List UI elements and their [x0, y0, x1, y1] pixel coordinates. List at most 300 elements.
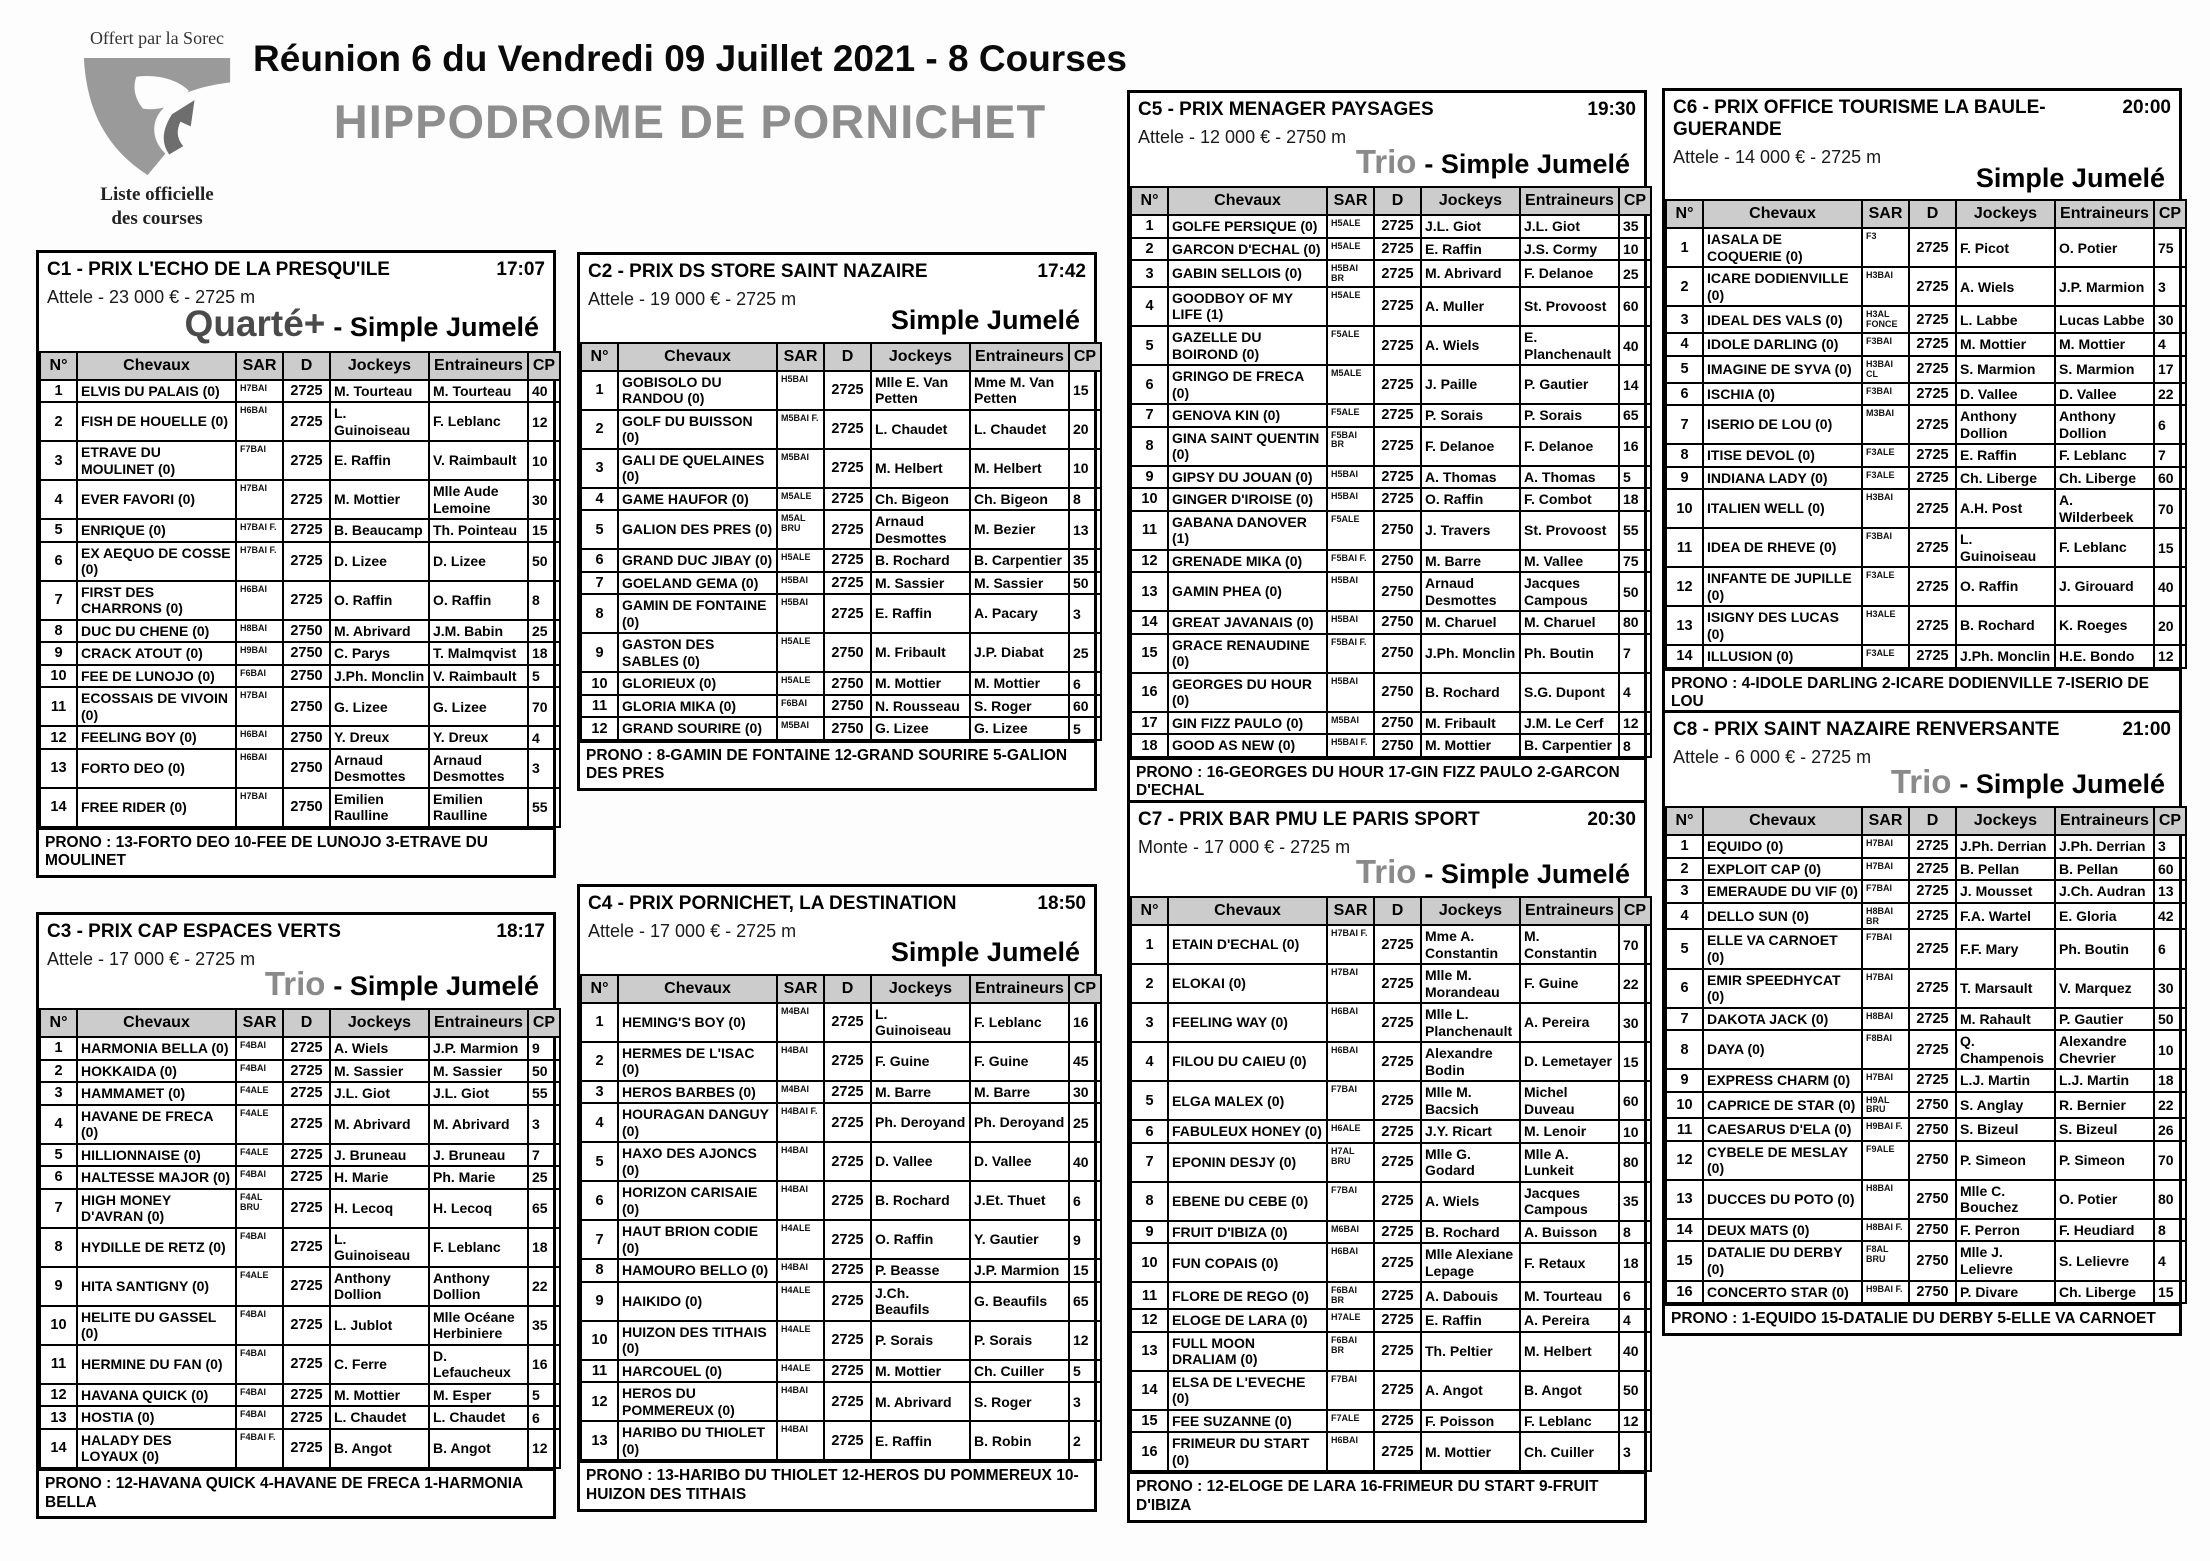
sar-code: H4BAI: [777, 1259, 824, 1282]
horse-number: 12: [1666, 567, 1703, 606]
trainer-name: M. Constantin: [1520, 925, 1619, 964]
distance: 2725: [824, 1421, 871, 1460]
distance: 2725: [283, 1037, 330, 1060]
sar-code: H8BAI: [1862, 1180, 1909, 1219]
trainer-name: L. Chaudet: [429, 1406, 528, 1429]
sar-code: H5BAI: [777, 572, 824, 595]
distance: 2725: [1909, 835, 1956, 858]
sar-code: F6BAI: [777, 695, 824, 718]
horse-number: 3: [1666, 880, 1703, 903]
horse-row: [1666, 880, 2186, 903]
trainer-name: F. Delanoe: [1520, 260, 1619, 287]
horse-name: ICARE DODIENVILLE (0): [1703, 267, 1862, 306]
horse-number: 2: [581, 410, 618, 449]
table-header-row: [1131, 897, 1651, 925]
column-header: Jockeys: [1421, 187, 1520, 215]
horse-row: [1666, 1008, 2186, 1031]
horse-row: [40, 1267, 560, 1306]
jockey-name: J. Paille: [1421, 365, 1520, 404]
horse-number: 11: [1666, 1118, 1703, 1141]
cp-value: 30: [2154, 306, 2186, 333]
sar-code: F5BAI BR: [1327, 427, 1374, 466]
horse-name: DATALIE DU DERBY (0): [1703, 1241, 1862, 1280]
cp-value: 3: [2154, 835, 2186, 858]
horse-number: 14: [1666, 1219, 1703, 1242]
prono-line: PRONO : 8-GAMIN DE FONTAINE 12-GRAND SOURIRE 5-GALION DES PRES: [580, 741, 1094, 788]
cp-value: 50: [528, 1060, 560, 1083]
horse-row: [1131, 466, 1651, 489]
trainer-name: P. Gautier: [1520, 365, 1619, 404]
sar-code: H7BAI: [1862, 835, 1909, 858]
trainer-name: B. Angot: [1520, 1371, 1619, 1410]
jockey-name: C. Ferre: [330, 1345, 429, 1384]
horse-row: [40, 1037, 560, 1060]
horse-number: 4: [1666, 333, 1703, 356]
sar-code: H4ALE: [777, 1360, 824, 1383]
jockey-name: A.H. Post: [1956, 489, 2055, 528]
column-header: D: [1909, 200, 1956, 228]
horse-row: [581, 594, 1101, 633]
column-header: SAR: [777, 975, 824, 1003]
horse-name: FILOU DU CAIEU (0): [1168, 1042, 1327, 1081]
column-header: N°: [40, 352, 77, 380]
horse-number: 3: [581, 449, 618, 488]
horse-name: ECOSSAIS DE VIVOIN (0): [77, 687, 236, 726]
cp-value: 10: [1069, 449, 1101, 488]
table-header-row: [40, 1009, 560, 1037]
table-header-row: [581, 343, 1101, 371]
distance: 2725: [283, 1306, 330, 1345]
distance: 2725: [283, 480, 330, 519]
trainer-name: J.L. Giot: [429, 1082, 528, 1105]
horse-number: 3: [1131, 260, 1168, 287]
jockey-name: E. Raffin: [330, 441, 429, 480]
horse-row: [581, 1259, 1101, 1282]
race-conditions: Attele - 12 000 € - 2750 m: [1138, 126, 1347, 147]
horse-name: FUN COPAIS (0): [1168, 1243, 1327, 1282]
distance: 2725: [824, 1321, 871, 1360]
horse-number: 6: [40, 542, 77, 581]
sar-code: H7AL BRU: [1327, 1143, 1374, 1182]
sar-code: M5BAI: [777, 449, 824, 488]
sar-code: H5BAI: [1327, 611, 1374, 634]
jockey-name: O. Raffin: [330, 581, 429, 620]
trainer-name: M. Sassier: [429, 1060, 528, 1083]
distance: 2725: [1909, 903, 1956, 930]
sar-code: F7ALE: [1327, 1410, 1374, 1433]
race-bet-types: [1138, 854, 1636, 894]
cp-value: 80: [2154, 1180, 2186, 1219]
horse-number: 6: [1131, 1120, 1168, 1143]
column-header: SAR: [236, 1009, 283, 1037]
cp-value: 16: [1069, 1003, 1101, 1042]
cp-value: 3: [1619, 1432, 1651, 1471]
trainer-name: M. Abrivard: [429, 1105, 528, 1144]
trainer-name: P. Gautier: [2055, 1008, 2154, 1031]
logo-caption-bottom-1: Liste officielle: [100, 184, 214, 205]
horse-name: GOLF DU BUISSON (0): [618, 410, 777, 449]
horse-row: [40, 749, 560, 788]
horse-row: [1666, 267, 2186, 306]
race-header: [39, 915, 553, 1008]
race-card-c7: [1127, 800, 1647, 1523]
cp-value: 70: [1619, 925, 1651, 964]
horse-number: 10: [1666, 489, 1703, 528]
sar-code: H9BAI F.: [1862, 1118, 1909, 1141]
horse-row: [1131, 1120, 1651, 1143]
horse-number: 8: [1666, 444, 1703, 467]
horse-row: [1666, 567, 2186, 606]
sar-code: F8BAI: [1862, 1030, 1909, 1069]
horse-number: 2: [1666, 858, 1703, 881]
horse-number: 4: [40, 480, 77, 519]
horse-number: 3: [1131, 1003, 1168, 1042]
cp-value: 4: [1619, 673, 1651, 712]
horse-row: [581, 1220, 1101, 1259]
sar-code: H5BAI BR: [1327, 260, 1374, 287]
trainer-name: S. Roger: [970, 1382, 1069, 1421]
horse-row: [1131, 1182, 1651, 1221]
cp-value: 12: [528, 402, 560, 441]
page-subtitle: HIPPODROME DE PORNICHET: [333, 95, 1047, 148]
horse-row: [581, 1360, 1101, 1383]
jockey-name: E. Raffin: [1421, 238, 1520, 261]
distance: 2725: [824, 1220, 871, 1259]
horse-name: GENOVA KIN (0): [1168, 404, 1327, 427]
horse-row: [1131, 1371, 1651, 1410]
horse-row: [40, 726, 560, 749]
cp-value: 60: [1619, 1081, 1651, 1120]
cp-value: 7: [528, 1144, 560, 1167]
horse-name: GREAT JAVANAIS (0): [1168, 611, 1327, 634]
horse-row: [1666, 444, 2186, 467]
horse-name: FRUIT D'IBIZA (0): [1168, 1221, 1327, 1244]
cp-value: 75: [1619, 550, 1651, 573]
trainer-name: J.P. Diabat: [970, 633, 1069, 672]
distance: 2725: [283, 402, 330, 441]
race-header: [580, 887, 1094, 974]
bet-type-secondary: - Simple Jumelé: [1959, 768, 2165, 799]
cp-value: 12: [1619, 1410, 1651, 1433]
horse-row: [1666, 1092, 2186, 1119]
distance: 2725: [1374, 1143, 1421, 1182]
column-header: N°: [581, 343, 618, 371]
jockey-name: P. Divare: [1956, 1281, 2055, 1304]
horse-row: [40, 1144, 560, 1167]
cp-value: 18: [1619, 488, 1651, 511]
distance: 2725: [1374, 1410, 1421, 1433]
cp-value: 55: [528, 1082, 560, 1105]
jockey-name: M. Helbert: [871, 449, 970, 488]
jockey-name: M. Fribault: [871, 633, 970, 672]
sar-code: H8BAI BR: [1862, 903, 1909, 930]
race-title: C8 - PRIX SAINT NAZAIRE RENVERSANTE: [1673, 719, 2060, 740]
distance: 2725: [1909, 267, 1956, 306]
cp-value: 35: [528, 1306, 560, 1345]
horse-number: 14: [1131, 611, 1168, 634]
horse-number: 13: [581, 1421, 618, 1460]
cp-value: 4: [528, 726, 560, 749]
horse-number: 13: [40, 1406, 77, 1429]
jockey-name: E. Raffin: [1421, 1309, 1520, 1332]
horse-row: [1131, 572, 1651, 611]
distance: 2725: [1909, 489, 1956, 528]
trainer-name: H. Lecoq: [429, 1189, 528, 1228]
horses-table: [1665, 199, 2187, 668]
horse-number: 3: [1666, 306, 1703, 333]
horse-number: 12: [581, 1382, 618, 1421]
horse-name: ITISE DEVOL (0): [1703, 444, 1862, 467]
distance: 2750: [1909, 1092, 1956, 1119]
sar-code: F6BAI BR: [1327, 1332, 1374, 1371]
horse-name: GABANA DANOVER (1): [1168, 511, 1327, 550]
bet-type-primary: Trio: [1890, 762, 1952, 800]
horse-name: ISERIO DE LOU (0): [1703, 405, 1862, 444]
column-header: Jockeys: [1956, 200, 2055, 228]
cp-value: 3: [1069, 1382, 1101, 1421]
horse-row: [40, 1082, 560, 1105]
sar-code: H5BAI: [1327, 673, 1374, 712]
column-header: Chevaux: [618, 975, 777, 1003]
sar-code: F5ALE: [1327, 326, 1374, 365]
cp-value: 70: [528, 687, 560, 726]
jockey-name: Ch. Bigeon: [871, 488, 970, 511]
cp-value: 42: [2154, 903, 2186, 930]
horse-row: [1131, 1243, 1651, 1282]
cp-value: 8: [528, 581, 560, 620]
sar-code: H7BAI: [1327, 964, 1374, 1003]
horse-name: GEORGES DU HOUR (0): [1168, 673, 1327, 712]
horse-row: [581, 449, 1101, 488]
cp-value: 35: [1069, 549, 1101, 572]
horse-name: ELSA DE L'EVECHE (0): [1168, 1371, 1327, 1410]
trainer-name: S.G. Dupont: [1520, 673, 1619, 712]
horse-name: INDIANA LADY (0): [1703, 467, 1862, 490]
horse-row: [1131, 611, 1651, 634]
cp-value: 60: [1619, 287, 1651, 326]
jockey-name: A. Thomas: [1421, 466, 1520, 489]
sar-code: F6BAI BR: [1327, 1282, 1374, 1309]
horse-name: DUCCES DU POTO (0): [1703, 1180, 1862, 1219]
sar-code: H6ALE: [1327, 1120, 1374, 1143]
trainer-name: M. Tourteau: [1520, 1282, 1619, 1309]
horse-row: [40, 480, 560, 519]
column-header: SAR: [236, 352, 283, 380]
race-start-time: 19:30: [1587, 99, 1636, 120]
sar-code: H8BAI F.: [1862, 1219, 1909, 1242]
column-header: Chevaux: [77, 1009, 236, 1037]
distance: 2725: [283, 1105, 330, 1144]
jockey-name: O. Raffin: [1956, 567, 2055, 606]
horse-row: [40, 519, 560, 542]
horse-name: INFANTE DE JUPILLE (0): [1703, 567, 1862, 606]
sar-code: H7ALE: [1327, 1309, 1374, 1332]
horse-number: 12: [40, 1384, 77, 1407]
race-card-c4: [577, 884, 1097, 1512]
distance: 2750: [1374, 550, 1421, 573]
column-header: N°: [40, 1009, 77, 1037]
race-card-c8: [1662, 710, 2182, 1336]
jockey-name: L. Guinoiseau: [330, 402, 429, 441]
cp-value: 35: [1619, 1182, 1651, 1221]
sar-code: H9BAI: [236, 642, 283, 665]
horse-row: [581, 1421, 1101, 1460]
jockey-name: D. Vallee: [1956, 383, 2055, 406]
cp-value: 80: [1619, 1143, 1651, 1182]
column-header: SAR: [777, 343, 824, 371]
race-title: C2 - PRIX DS STORE SAINT NAZAIRE: [588, 261, 928, 282]
horse-row: [40, 1406, 560, 1429]
horse-row: [40, 581, 560, 620]
sar-code: F4AL BRU: [236, 1189, 283, 1228]
horse-row: [1131, 1332, 1651, 1371]
horse-name: GRAND SOURIRE (0): [618, 717, 777, 740]
horse-name: GALION DES PRES (0): [618, 510, 777, 549]
race-start-time: 21:00: [2122, 719, 2171, 740]
cp-value: 45: [1069, 1042, 1101, 1081]
horse-number: 11: [40, 687, 77, 726]
sar-code: H6BAI: [1327, 1432, 1374, 1471]
distance: 2750: [283, 726, 330, 749]
race-bet-types: [47, 304, 545, 349]
distance: 2750: [1374, 734, 1421, 757]
trainer-name: D. Vallee: [970, 1142, 1069, 1181]
jockey-name: P. Simeon: [1956, 1141, 2055, 1180]
distance: 2750: [824, 672, 871, 695]
horses-table: [1665, 806, 2187, 1304]
horse-number: 6: [40, 1166, 77, 1189]
horse-number: 9: [40, 642, 77, 665]
jockey-name: Mme A. Constantin: [1421, 925, 1520, 964]
cp-value: 13: [1069, 510, 1101, 549]
cp-value: 8: [1619, 734, 1651, 757]
sar-code: H6BAI: [1327, 1243, 1374, 1282]
bet-type-primary: Trio: [264, 964, 326, 1002]
cp-value: 40: [1619, 1332, 1651, 1371]
jockey-name: N. Rousseau: [871, 695, 970, 718]
cp-value: 15: [2154, 528, 2186, 567]
horse-number: 8: [581, 594, 618, 633]
jockey-name: P. Sorais: [871, 1321, 970, 1360]
jockey-name: M. Abrivard: [330, 1105, 429, 1144]
horse-number: 18: [1131, 734, 1168, 757]
trainer-name: Mlle Océane Herbiniere: [429, 1306, 528, 1345]
race-conditions: Attele - 19 000 € - 2725 m: [588, 288, 797, 309]
jockey-name: G. Lizee: [871, 717, 970, 740]
sar-code: M4BAI: [777, 1081, 824, 1104]
jockey-name: Mlle C. Bouchez: [1956, 1180, 2055, 1219]
column-header: N°: [1131, 897, 1168, 925]
column-header: N°: [581, 975, 618, 1003]
horse-number: 12: [581, 717, 618, 740]
distance: 2725: [1374, 1042, 1421, 1081]
cp-value: 6: [528, 1406, 560, 1429]
jockey-name: M. Abrivard: [871, 1382, 970, 1421]
sar-code: M6BAI: [1327, 1221, 1374, 1244]
horse-row: [581, 572, 1101, 595]
cp-value: 15: [1619, 1042, 1651, 1081]
jockey-name: O. Raffin: [871, 1220, 970, 1259]
trainer-name: A. Pereira: [1520, 1309, 1619, 1332]
cp-value: 35: [1619, 215, 1651, 238]
trainer-name: J. Bruneau: [429, 1144, 528, 1167]
jockey-name: G. Lizee: [330, 687, 429, 726]
cp-value: 80: [1619, 611, 1651, 634]
horse-number: 15: [1131, 1410, 1168, 1433]
trainer-name: Ch. Cuiller: [1520, 1432, 1619, 1471]
bet-type-secondary: - Simple Jumelé: [333, 970, 539, 1001]
cp-value: 10: [2154, 1030, 2186, 1069]
jockey-name: A. Wiels: [1421, 1182, 1520, 1221]
horse-name: HARMONIA BELLA (0): [77, 1037, 236, 1060]
distance: 2750: [283, 788, 330, 827]
distance: 2725: [1374, 215, 1421, 238]
horse-row: [40, 402, 560, 441]
trainer-name: J.M. Le Cerf: [1520, 712, 1619, 735]
bet-type-secondary: - Simple Jumelé: [1424, 148, 1630, 179]
distance: 2725: [283, 542, 330, 581]
distance: 2750: [824, 633, 871, 672]
cp-value: 12: [528, 1429, 560, 1468]
distance: 2725: [283, 1429, 330, 1468]
horse-number: 16: [1666, 1281, 1703, 1304]
distance: 2725: [824, 1259, 871, 1282]
horse-row: [1666, 1030, 2186, 1069]
sar-code: M5BAI F.: [777, 410, 824, 449]
distance: 2725: [824, 549, 871, 572]
horse-number: 15: [1666, 1241, 1703, 1280]
sar-code: F4BAI: [236, 1406, 283, 1429]
horse-name: ENRIQUE (0): [77, 519, 236, 542]
sar-code: F3ALE: [1862, 645, 1909, 668]
sar-code: H4BAI: [777, 1042, 824, 1081]
trainer-name: S. Marmion: [2055, 356, 2154, 383]
horse-name: HOSTIA (0): [77, 1406, 236, 1429]
horse-number: 1: [1666, 835, 1703, 858]
distance: 2725: [1374, 326, 1421, 365]
trainer-name: B. Carpentier: [970, 549, 1069, 572]
distance: 2725: [1909, 467, 1956, 490]
trainer-name: P. Simeon: [2055, 1141, 2154, 1180]
trainer-name: F. Leblanc: [1520, 1410, 1619, 1433]
horse-row: [40, 1105, 560, 1144]
cp-value: 15: [1069, 371, 1101, 410]
horse-row: [581, 371, 1101, 410]
horse-row: [581, 1282, 1101, 1321]
distance: 2725: [1374, 1309, 1421, 1332]
horse-number: 2: [40, 402, 77, 441]
jockey-name: F. Poisson: [1421, 1410, 1520, 1433]
horse-row: [1666, 645, 2186, 668]
horse-row: [1666, 333, 2186, 356]
race-conditions: Attele - 6 000 € - 2725 m: [1673, 746, 1872, 767]
column-header: Entraineurs: [970, 975, 1069, 1003]
horse-number: 12: [1131, 550, 1168, 573]
horse-name: GOBISOLO DU RANDOU (0): [618, 371, 777, 410]
jockey-name: Mlle M. Bacsich: [1421, 1081, 1520, 1120]
cp-value: 30: [1619, 1003, 1651, 1042]
sar-code: F3ALE: [1862, 467, 1909, 490]
jockey-name: A. Muller: [1421, 287, 1520, 326]
trainer-name: J.P. Marmion: [2055, 267, 2154, 306]
horse-row: [581, 1321, 1101, 1360]
horse-row: [581, 1142, 1101, 1181]
cp-value: 2: [1069, 1421, 1101, 1460]
jockey-name: L. Chaudet: [871, 410, 970, 449]
jockey-name: M. Mottier: [871, 1360, 970, 1383]
cp-value: 25: [528, 620, 560, 643]
horse-number: 11: [581, 695, 618, 718]
